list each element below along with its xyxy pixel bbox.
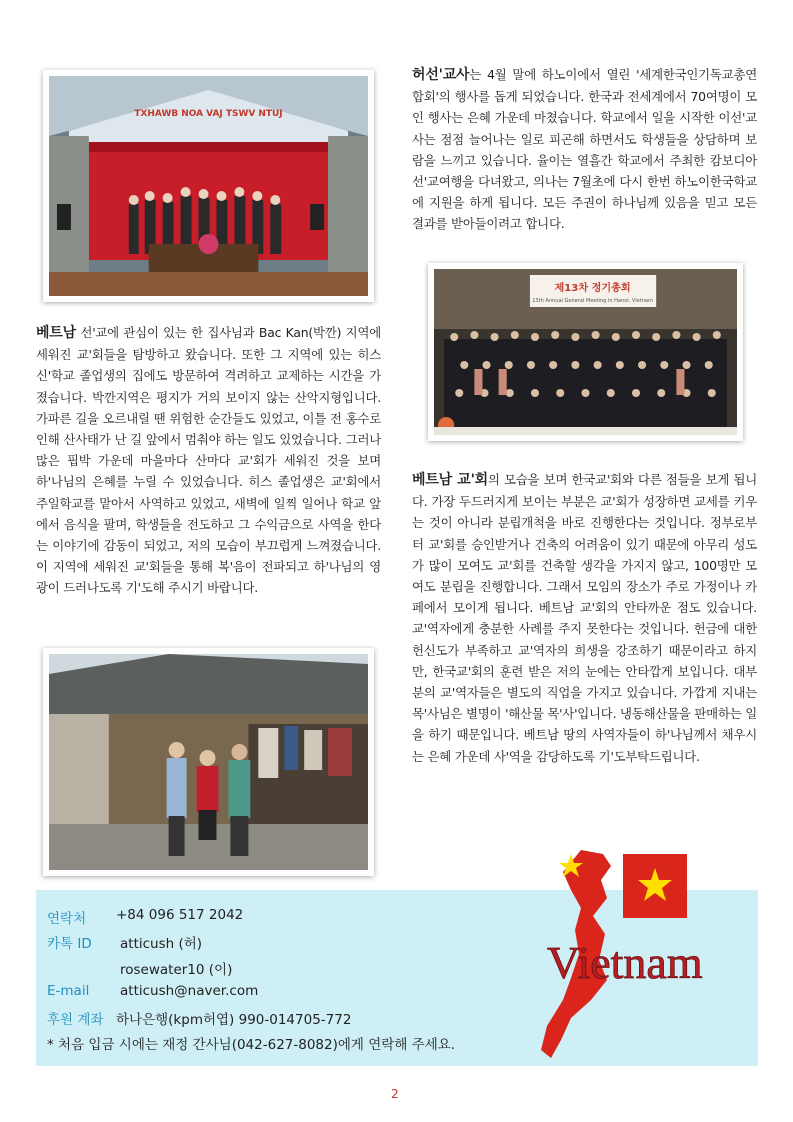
phone-number: +84 096 517 2042 bbox=[116, 907, 244, 923]
right-article-2-body: 의 모습을 보며 한국교'회와 다른 점들을 보게 됩니다. 가장 두드러지게 보이는 부분은 교'회가 성장하면 교세를 키우는 것이 아니라 분립개척을 바로 진행한다는 것입니다. 정부로부터 교'회를 승인받거나 건축의 어려움이 있기 때문에 아무리 성도가 많이 모여도 교'회를 건축할 생각을 가지지 않고, 100명만 모여도 분립을 진행합니다. 그래서 모임의 장소가 주로 가정이나 카페에서 모이게 됩니다. 베트남 교'회의 안타까운 점도 있습니다. 교'역자에게 충분한 사례를 주지 못한다는 것입니다. 헌금에 대한 헌신도가 부족하고 교'역자의 희생을 강조하기 때문이라고 하지만, 한국교'회의 훈련 받은 저의 눈에는 안타깝게 보입니다. 대부분의 교'역자들은 별도의 직업을 가지고 있습니다. 가깝게 지내는 목'사님은 별명이 '해산물 목'사'입니다. 냉동해산물을 판매하는 일을 하기 때문입니다. 베트남 땅의 사역자들이 하'나님께서 채우시는 은혜 가운데 사'역을 감당하도록 기'도부탁드립니다. bbox=[412, 472, 758, 764]
house-visit-photo bbox=[43, 648, 374, 876]
account-label: 후원 계좌 bbox=[47, 1012, 104, 1028]
vietnam-logo-text: Vietnam bbox=[547, 937, 703, 988]
vietnam-logo bbox=[541, 850, 751, 1062]
banner-subtitle: 13th Annual General Meeting in Hanoi, Vietnam bbox=[532, 298, 653, 304]
right-article-2 bbox=[412, 469, 757, 767]
banner-text: TXHAWB NOA VAJ TSWV NTUJ bbox=[134, 108, 283, 120]
deposit-note: * 처음 입금 시에는 재정 간사님(042-627-8082)에게 연락해 주세요. bbox=[47, 1037, 456, 1053]
left-article-heading: 베트남 bbox=[36, 325, 76, 341]
contact-box bbox=[36, 890, 758, 1066]
right-article-1 bbox=[412, 64, 757, 235]
page-number: 2 bbox=[391, 1087, 399, 1101]
right-article-2-heading: 베트남 교'회 bbox=[412, 472, 488, 488]
kakao-label: 카톡 ID bbox=[47, 936, 92, 952]
phone-label: 연락처 bbox=[47, 911, 87, 927]
conference-group-photo bbox=[428, 263, 743, 441]
bank-account: 하나은행(kpm허엽) 990-014705-772 bbox=[116, 1012, 352, 1028]
kakao-id-2: rosewater10 (이) bbox=[120, 962, 233, 978]
email-address[interactable]: atticush@naver.com bbox=[120, 983, 259, 999]
right-article-1-body: 는 4월 말에 하노이에서 열린 '세계한국인기독교총연합회'의 행사를 돕게 되었습니다. 한국과 전세계에서 70여명이 모인 행사는 은혜 가운데 마쳤습니다. 학교에서 일을 시작한 이선'교사는 점점 늘어나는 일로 피곤해 하면서도 학생들을 상담하며 보람을 느끼고 있습니다. 율이는 열흘간 학교에서 주최한 캄보디아 선'교여행을 다녀왔고, 의나는 7월초에 다시 한번 하노이한국학교에 지원을 하게 됩니다. 모든 주권이 하나님께 있음을 믿고 모든 결과를 받아들이려고 합니다. bbox=[412, 67, 757, 232]
left-article bbox=[36, 322, 381, 599]
church-group-photo bbox=[43, 70, 374, 302]
email-label: E-mail bbox=[47, 983, 90, 999]
banner-title: 제13차 정기총회 bbox=[554, 283, 631, 294]
right-article-1-heading: 허선'교사 bbox=[412, 67, 470, 83]
left-article-body: 선'교에 관심이 있는 한 집사님과 Bac Kan(박깐) 지역에 세워진 교'회들을 탐방하고 왔습니다. 또한 그 지역에 있는 히스신'학교 졸업생의 집에도 방문하여 격려하고 교제하는 시간을 가졌습니다. 박깐지역은 평지가 거의 보이지 않는 산악지형입니다. 가파른 길을 오르내릴 땐 위험한 순간들도 있었고, 이틀 전 홍수로 인해 산사태가 난 길 앞에서 멈춰야 하는 일도 있었습니다. 그러나 많은 핍박 가운데 마을마다 산마다 교'회가 세워진 것을 보며 하'나님의 은혜를 누릴 수 있었습니다. 히스 졸업생은 교'회에서 주일학교를 맡아서 사역하고 있었고, 새벽에 일찍 일어나 학교 앞에서 음식을 팔며, 학생들을 전도하고 그 수익금으로 사역을 한다는 이야기에 감동이 되었고, 저의 모습이 부끄럽게 느껴졌습니다. 이 지역에 세워진 교'회들을 통해 복'음이 전파되고 하'나님의 영광이 드러나도록 기'도해 주시기 바랍니다. bbox=[36, 325, 381, 596]
kakao-id-1: atticush (허) bbox=[120, 936, 203, 952]
